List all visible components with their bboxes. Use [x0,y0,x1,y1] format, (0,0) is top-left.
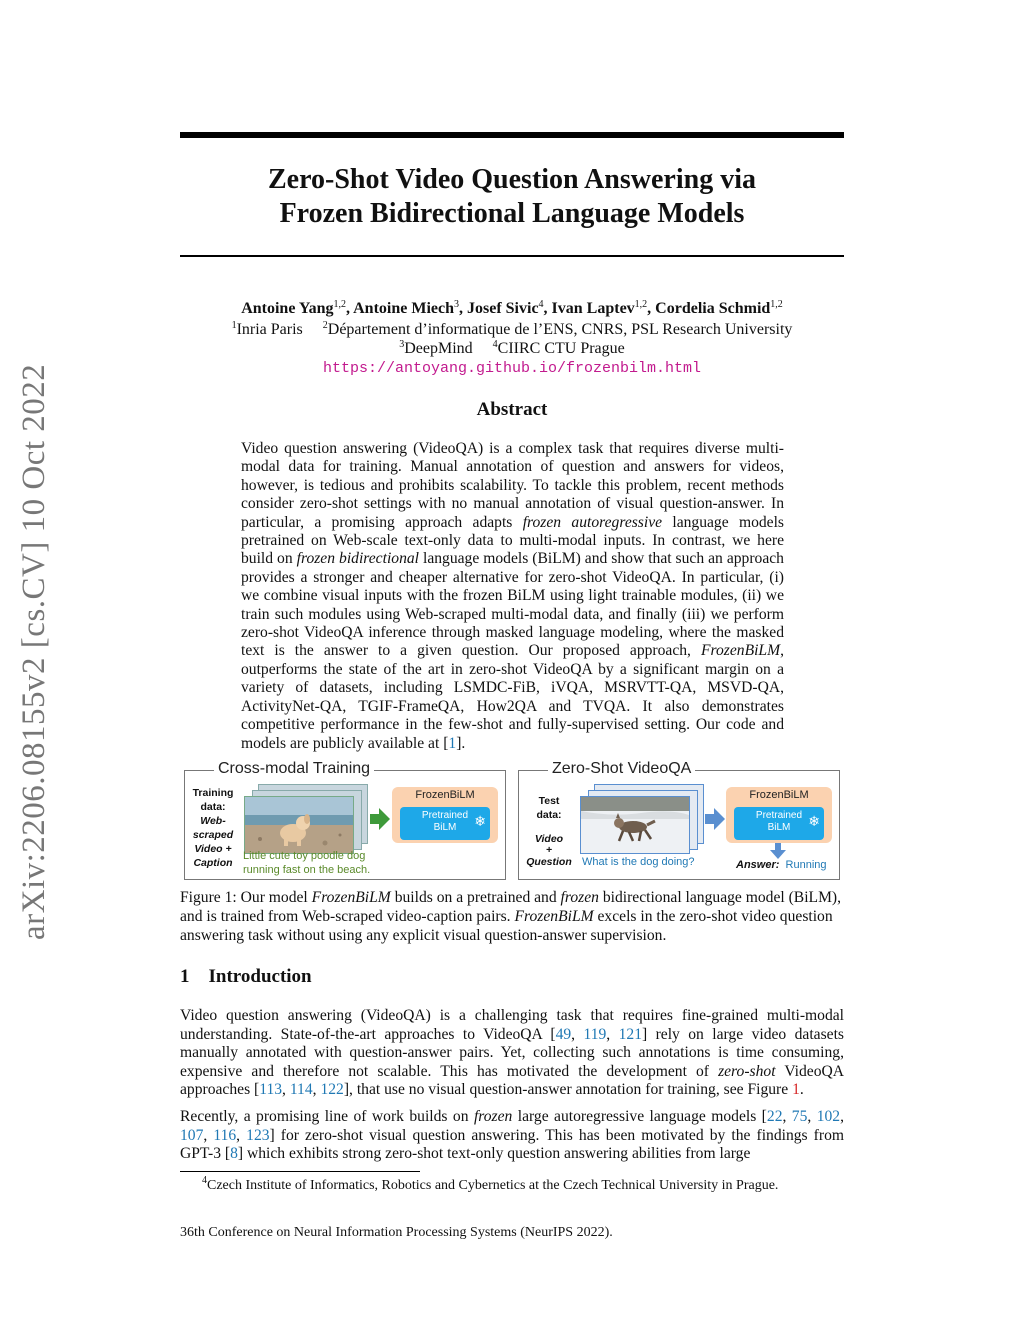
affiliation-line-2: $^3$DeepMind $^4$CIIRC CTU Prague [399,339,625,357]
arrow-right-icon [705,808,725,835]
arrow-right-icon [370,808,390,835]
paper-title [180,163,844,231]
frozenbilm-label: FrozenBiLM [415,789,475,801]
citation-link[interactable]: 121 [618,1025,642,1043]
author: Ivan Laptev [551,300,635,317]
intro-paragraph-1: Video question answering (VideoQA) is a challenging task that requires fine-grained multi-modal understanding. State-of-the-art approaches to VideoQA [49, 119, 121] rely on large video datasets manually annotated with question-answer pairs. Yet, collecting such annotations is time consuming, expensive and therefore not scalable. This has motivated the development of zero-shot VideoQA approaches [113, 114, 122], that use no visual question-answer annotation for training, see Figure 1. [180,1007,845,1099]
author: Antoine Miech [353,300,454,317]
citation-link[interactable]: 8 [230,1145,238,1163]
answer-text: Running [785,859,827,871]
footnote: $^4$Czech Institute of Informatics, Robotics and Cybernetics at the Czech Technical University in Prague. [202,1175,779,1193]
frozenbilm-label: FrozenBiLM [749,789,809,801]
citation-link[interactable]: 122 [320,1081,344,1099]
intro-paragraph-2: Recently, a promising line of work builds on frozen large autoregressive language models [22, 75, 102, 107, 116, 123] for zero-shot visual question answering. This has been motivated by the findings from GPT-3 [8] which exhibits strong zero-shot text-only question answering abilities from large [180,1108,844,1163]
test-data-label: Test data: Video + Question [526,795,572,868]
figure-ref-link[interactable]: 1 [792,1081,800,1099]
author-list: Antoine Yang$^{1,2}$, Antoine Miech$^3$, Josef Sivic$^4$, Ivan Laptev$^{1,2}$, Cordelia Schmid$^{1,2}$ [241,299,783,317]
question-text: What is the dog doing? [582,856,695,868]
title-top-rule [180,132,844,138]
citation-link[interactable]: 1 [448,734,457,752]
answer-row: Answer: Running [736,859,827,871]
snowflake-icon: ❄ [474,813,486,829]
citation-link[interactable]: 75 [791,1108,808,1125]
project-url-link[interactable]: https://antoyang.github.io/frozenbilm.html [322,360,702,377]
training-data-label: Training data: Web- scraped Video + Caption [192,787,234,869]
arxiv-stamp: arXiv:2206.08155v2 [cs.CV] 10 Oct 2022 [16,363,52,940]
title-bottom-rule [180,255,844,257]
beach-poodle-image [244,796,354,854]
citation-link[interactable]: 102 [816,1108,841,1125]
abstract-heading: Abstract [476,399,548,420]
snow-dog-image [580,796,690,854]
abstract-body: Video question answering (VideoQA) is a complex task that requires diverse multi-modal data for training. Manual annotation of question and answers for videos, however, is tedious and prohibits scalability. To tackle this problem, recent methods consider zero-shot settings with no manual annotation of visual question-answer. In particular, a promising approach adapts frozen autoregressive language models pretrained on Web-scale text-only data to multi-modal inputs. In contrast, we here build on frozen bidirectional language models (BiLM) and show that such an approach provides a stronger and cheaper alternative for zero-shot VideoQA. In particular, (i) we combine visual inputs with the frozen BiLM using light trainable modules, (ii) we train such modules using Web-scraped multi-modal data, and finally (iii) we perform zero-shot VideoQA inference through masked language modeling, where the masked text is the answer to a given question. Our proposed approach, FrozenBiLM, outperforms the state of the art in zero-shot VideoQA by a significant margin on a variety of datasets, including LSMDC-FiB, iVQA, MSRVTT-QA, MSVD-QA, ActivityNet-QA, TGIF-FrameQA, How2QA and TVQA. It also demonstrates competitive performance in the few-shot and fully-supervised setting. Our code and models are publicly available at [1]. [241,440,784,752]
author: Cordelia Schmid [655,300,771,317]
panel-title-training: Cross-modal Training [214,760,374,778]
title-line-2: Frozen Bidirectional Language Models [279,198,745,229]
section-heading-introduction: 1 Introduction [180,966,312,987]
citation-link[interactable]: 22 [766,1108,783,1125]
frozenbilm-block-inference [726,787,832,843]
citation-link[interactable]: 107 [180,1126,204,1144]
figure-caption: Figure 1: Our model FrozenBiLM builds on a pretrained and frozen bidirectional language model (BiLM), and is trained from Web-scraped video-caption pairs. FrozenBiLM excels in the zero-shot video question answering task without using any explicit visual question-answer supervision. [180,889,842,944]
pretrained-bilm-box: Pretrained BiLM ❄ [400,807,490,840]
citation-link[interactable]: 49 [555,1025,572,1043]
citation-link[interactable]: 119 [583,1025,607,1043]
frozenbilm-block-training [392,787,498,843]
citation-link[interactable]: 114 [289,1081,313,1099]
panel-title-videoqa: Zero-Shot VideoQA [548,760,695,778]
pretrained-bilm-box: Pretrained BiLM ❄ [734,807,824,840]
citation-link[interactable]: 123 [246,1126,270,1144]
footnote-rule [180,1171,420,1172]
venue-footer: 36th Conference on Neural Information Processing Systems (NeurIPS 2022). [180,1225,613,1240]
affiliation-line-1: $^1$Inria Paris $^2$Département d’informatique de l’ENS, CNRS, PSL Research University [231,320,793,338]
training-caption-text: Little cute toy poodle dog running fast on the beach. [243,850,371,876]
author: Josef Sivic [467,300,539,317]
snowflake-icon: ❄ [808,813,820,829]
title-line-1: Zero-Shot Video Question Answering via [268,164,756,195]
project-url-wrap [180,358,844,378]
citation-link[interactable]: 113 [259,1081,283,1099]
citation-link[interactable]: 116 [213,1126,237,1144]
author: Antoine Yang [241,300,334,317]
